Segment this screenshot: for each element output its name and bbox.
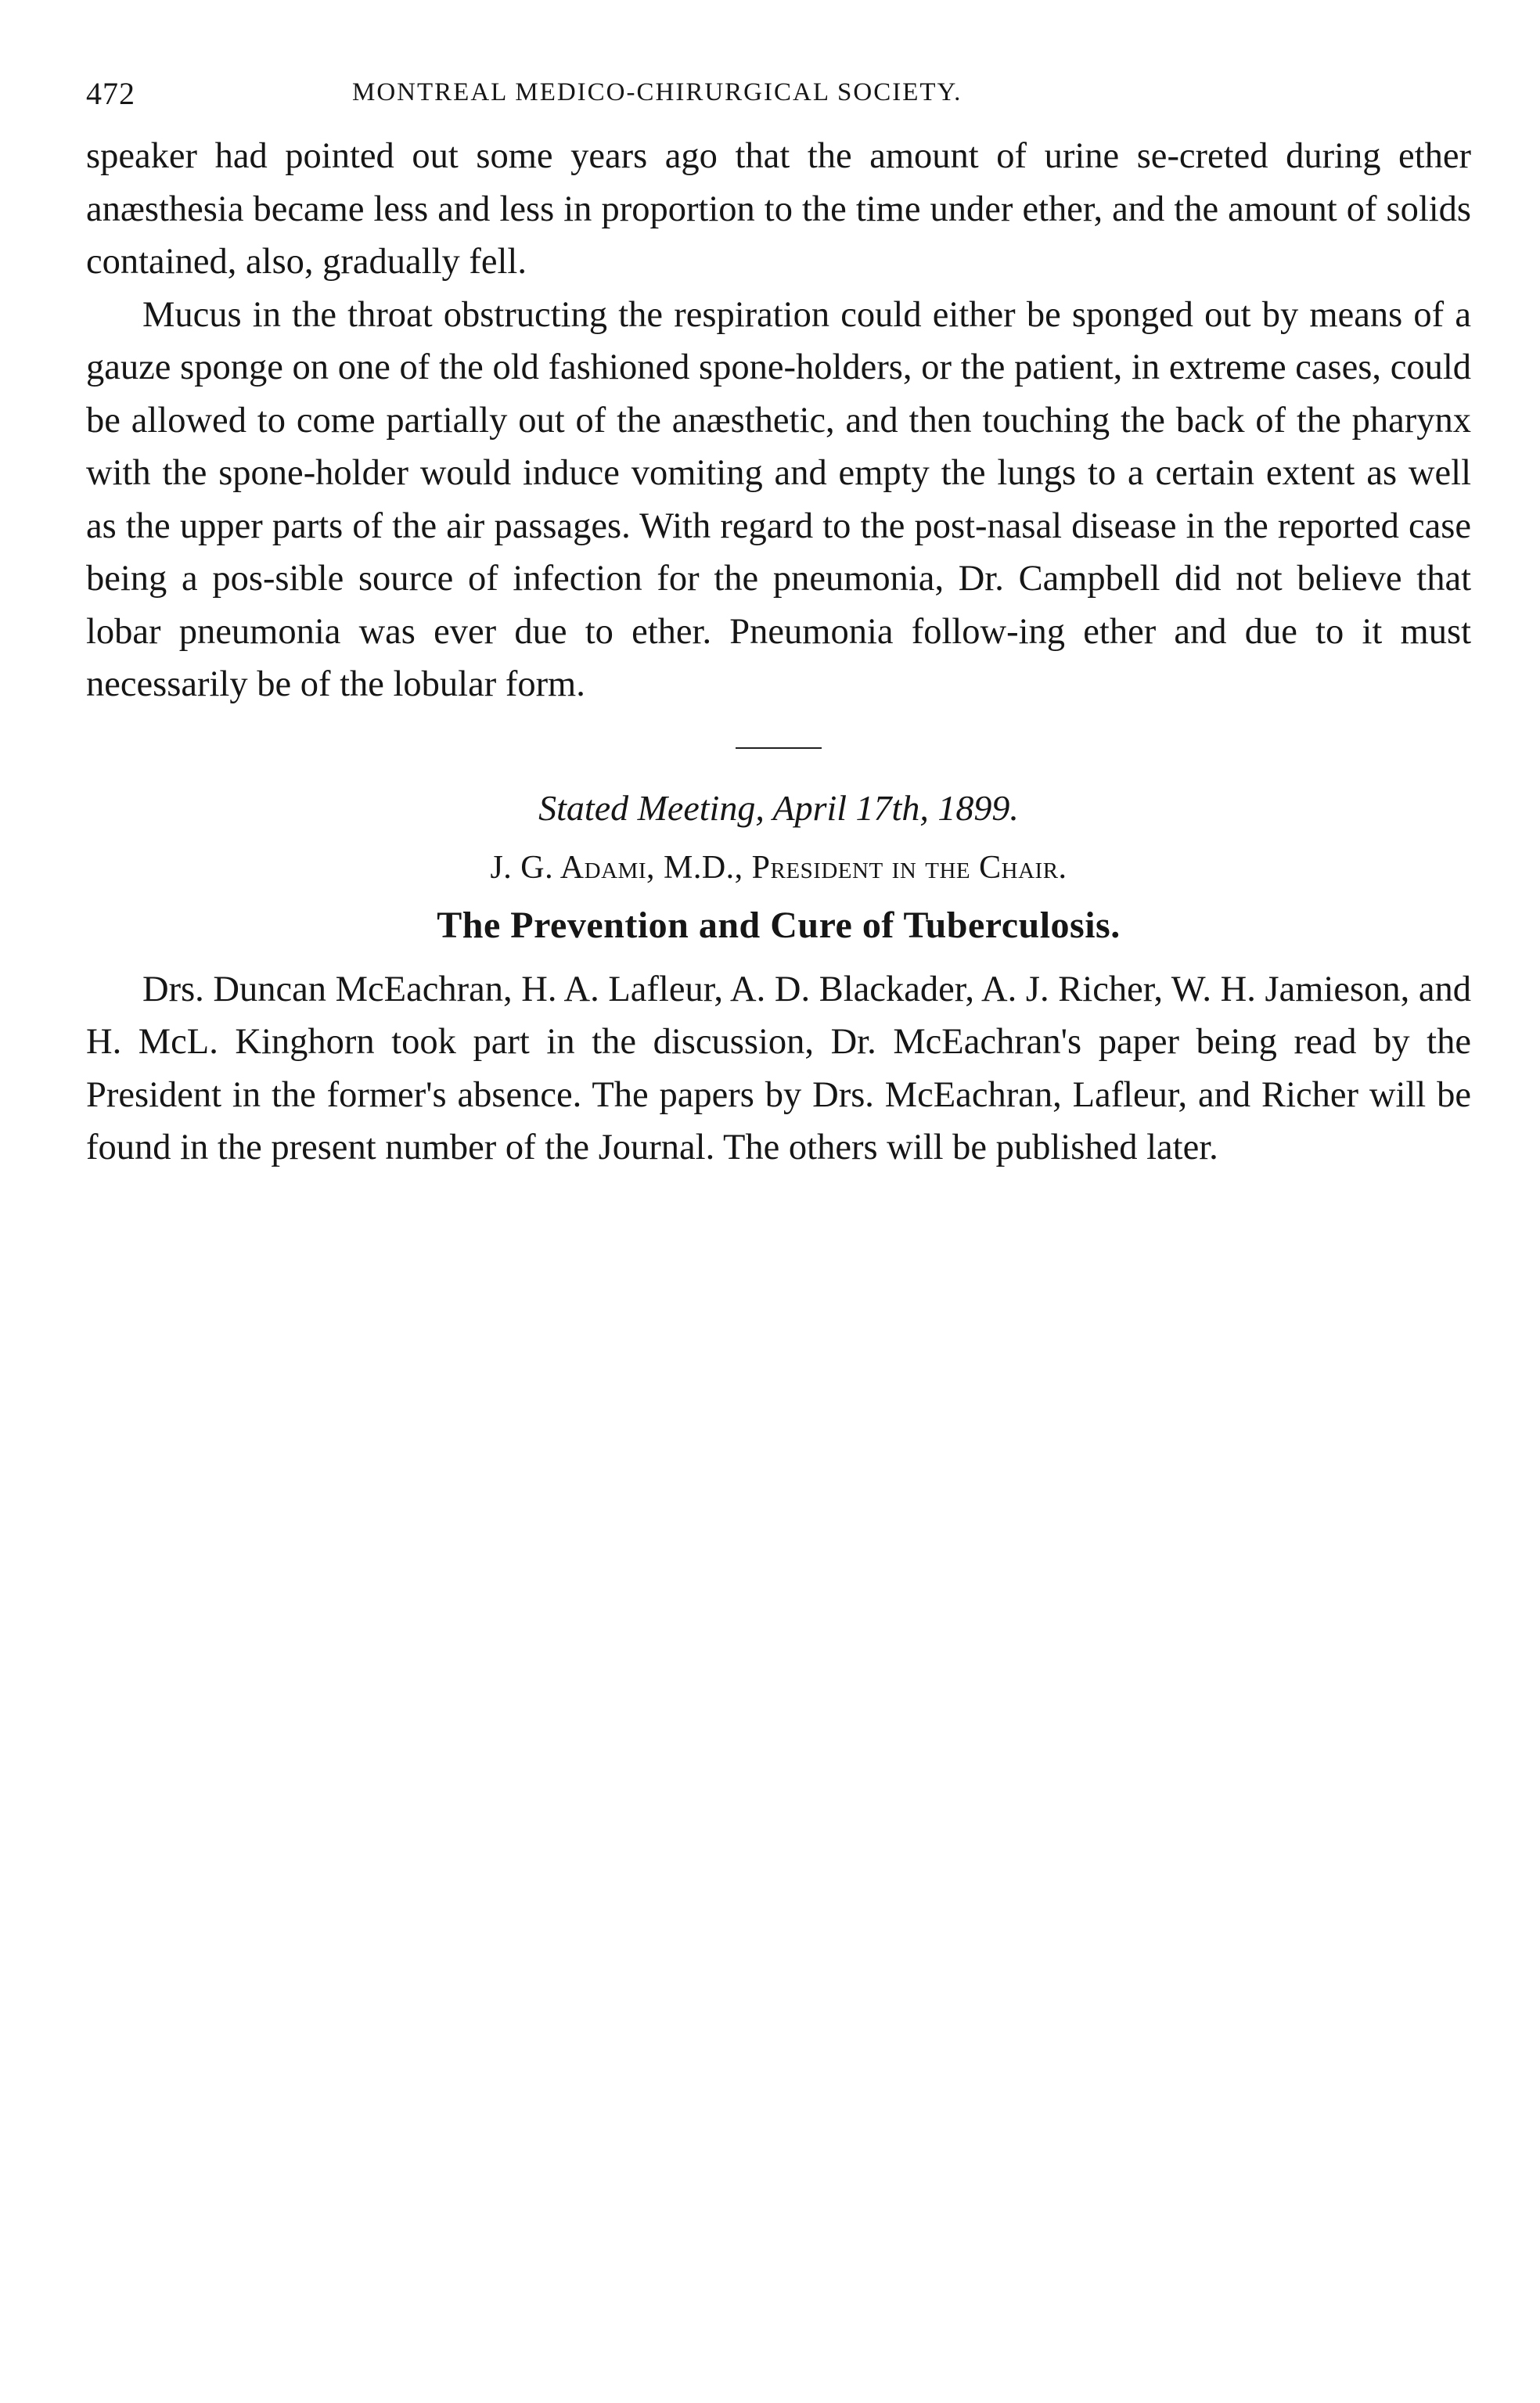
chair-line: J. G. Adami, M.D., President in the Chair. [490,849,1067,886]
paragraph-mucus: Mucus in the throat obstructing the respiration could either be sponged out by means of a gauze sponge on one of the old fashioned spone-holders, or the patient, in extreme cases, could be allowed to come partially out of the anæsthetic, and then touching the back of the pharynx with the spone-holder would induce vomiting and empty the lungs to a certain extent as well as the upper parts of the air passages. With regard to the post-nasal disease in the reported case being a pos-sible source of infection for the pneumonia, Dr. Campbell did not believe that lobar pneumonia was ever due to ether. Pneumonia follow-ing ether and due to it must necessarily be of the lobular form. [86,294,1471,704]
paragraph-continued: speaker had pointed out some years ago that the amount of urine se-creted during ether anæsthesia became less and less in proportion to the time under ether, and the amount of solids contained, also, gradually fell. [86,136,1471,282]
section-divider [736,747,822,749]
meeting-heading: Stated Meeting, April 17th, 1899. [538,787,1019,828]
running-title: MONTREAL MEDICO-CHIRURGICAL SOCIETY. [352,78,962,106]
document-page [86,75,1471,1175]
page-number: 472 [86,76,135,111]
paragraph-discussion: Drs. Duncan McEachran, H. A. Lafleur, A. D. Blackader, A. J. Richer, W. H. Jamieson, and H. McL. Kinghorn took part in the discussion, Dr. McEachran's paper being read by the President in the former's absence. The papers by Drs. McEachran, Lafleur, and Richer will be found in the present number of the Journal. The others will be published later. [86,969,1471,1167]
running-header [86,75,1471,122]
section-title: The Prevention and Cure of Tuberculosis. [437,904,1121,946]
discussion-text [86,963,1471,1175]
body-text [86,130,1471,711]
